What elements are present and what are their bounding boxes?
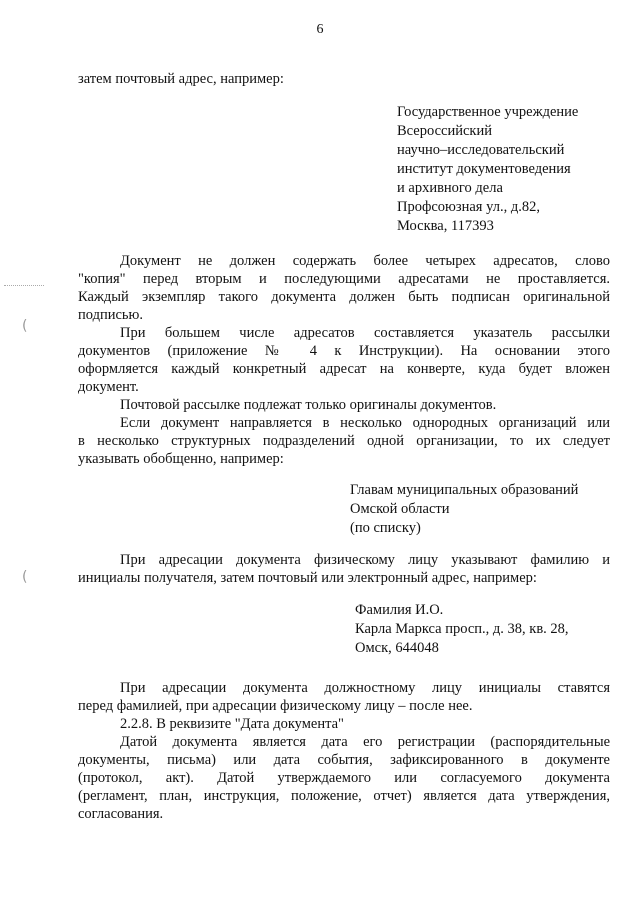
address-line: Омской области <box>350 501 450 517</box>
address-line: Профсоюзная ул., д.82, <box>397 199 540 215</box>
binding-hole-mark: ( <box>22 569 28 585</box>
paragraph-line: подписью. <box>78 307 143 323</box>
paragraph-line: Каждый экземпляр такого документа должен быть подписан оригинальной <box>78 289 610 305</box>
section-heading: 2.2.8. В реквизите "Дата документа" <box>120 716 344 732</box>
address-block-2 <box>350 481 578 538</box>
paragraph-line: Если документ направляется в несколько однородных организаций или <box>120 415 610 431</box>
address-line: Фамилия И.О. <box>355 602 444 618</box>
paragraph-line: документов (приложение № 4 к Инструкции). На основании этого <box>78 343 610 359</box>
paragraph-line: инициалы получателя, затем почтовый или электронный адрес, например: <box>78 570 537 586</box>
paragraph-line: перед фамилией, при адресации физическому лицу – после нее. <box>78 698 473 714</box>
paragraph-line: согласования. <box>78 806 164 822</box>
paragraph-line: указывать обобщенно, например: <box>78 451 284 467</box>
address-line: Главам муниципальных образований <box>350 482 579 498</box>
paragraph-line: Почтовой рассылке подлежат только оригиналы документов. <box>120 397 497 413</box>
address-line: Москва, 117393 <box>397 218 494 234</box>
address-line: институт документоведения <box>397 161 571 177</box>
address-line: Государственное учреждение <box>397 104 579 120</box>
address-line: (по списку) <box>350 520 421 536</box>
paragraph-line: (протокол, акт). Датой утверждаемого или согласуемого документа <box>78 770 610 786</box>
paragraph-line: "копия" перед вторым и последующими адресатами не проставляется. <box>78 271 610 287</box>
paragraph-line: При большем числе адресатов составляется указатель рассылки <box>120 325 610 341</box>
paragraph-line: документ. <box>78 379 139 395</box>
paragraph-line: в несколько структурных подразделений одной организации, то их следует <box>78 433 610 449</box>
scan-artifact <box>4 285 44 286</box>
binding-hole-mark: ( <box>22 318 28 334</box>
paragraph-line: При адресации документа физическому лицу указывают фамилию и <box>120 552 610 568</box>
paragraph-line: Документ не должен содержать более четырех адресатов, слово <box>120 253 610 269</box>
address-line: Всероссийский <box>397 123 492 139</box>
address-line: Омск, 644048 <box>355 640 439 656</box>
address-line: научно–исследовательский <box>397 142 565 158</box>
address-block-3 <box>355 601 569 658</box>
address-block-1 <box>397 103 578 236</box>
paragraph-line: При адресации документа должностному лицу инициалы ставятся <box>120 680 610 696</box>
page-number: 6 <box>316 22 324 37</box>
paragraph-line: Датой документа является дата его регистрации (распорядительные <box>120 734 610 750</box>
paragraph-line: оформляется каждый конкретный адресат на конверте, куда будет вложен <box>78 361 610 377</box>
paragraph-line: документы, письма) или дата события, зафиксированного в документе <box>78 752 610 768</box>
paragraph-line: (регламент, план, инструкция, положение, отчет) является дата утверждения, <box>78 788 610 804</box>
address-line: Карла Маркса просп., д. 38, кв. 28, <box>355 621 569 637</box>
intro-text: затем почтовый адрес, например: <box>78 71 284 87</box>
address-line: и архивного дела <box>397 180 503 196</box>
